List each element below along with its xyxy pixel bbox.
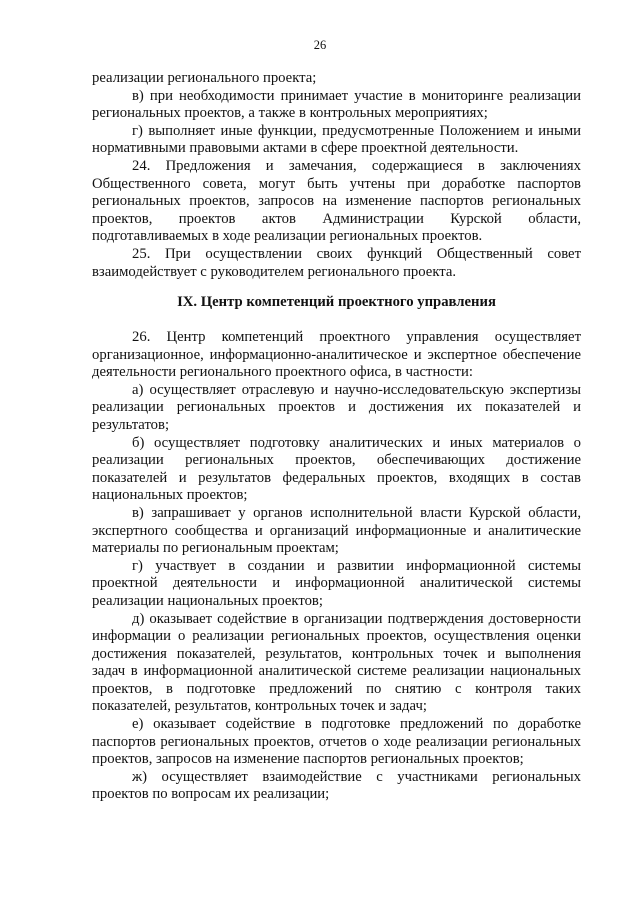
paragraph-item-a: а) осуществляет отраслевую и научно-исследовательскую экспертизы реализации региональных проектов и достижения их показателей и результатов;	[92, 381, 581, 433]
section-heading: IX. Центр компетенций проектного управления	[177, 294, 496, 310]
page-number: 26	[313, 38, 327, 52]
paragraph-24: 24. Предложения и замечания, содержащиеся в заключениях Общественного совета, могут быть учтены при доработке паспортов региональных проектов, запросов на изменение паспортов региональных проектов, проектов актов Администрации Курской области, подготавливаемых в ходе реализации региональных проектов.	[92, 157, 581, 245]
paragraph-26: 26. Центр компетенций проектного управления осуществляет организационное, информационно-аналитическое и экспертное обеспечение деятельности регионального проектного офиса, в частности:	[92, 329, 581, 381]
top-text-block	[92, 70, 581, 281]
paragraph-item-e: е) оказывает содействие в подготовке предложений по доработке паспортов региональных проектов, отчетов о ходе реализации региональных проектов, запросов на изменение паспортов региональных проектов;	[92, 716, 581, 768]
paragraph-item-v: в) при необходимости принимает участие в мониторинге реализации региональных проектов, а также в контрольных мероприятиях;	[92, 87, 581, 122]
section-text-block	[92, 329, 581, 804]
paragraph-item-b: б) осуществляет подготовку аналитических и иных материалов о реализации региональных проектов, обеспечивающих достижение показателей и результатов федеральных проектов, входящих в состав национальных проектов;	[92, 434, 581, 504]
paragraph-continuation: реализации регионального проекта;	[92, 70, 317, 86]
paragraph-25: 25. При осуществлении своих функций Общественный совет взаимодействует с руководителем регионального проекта.	[92, 245, 581, 280]
paragraph-item-v: в) запрашивает у органов исполнительной власти Курской области, экспертного сообщества и организаций информационные и аналитические материалы по региональным проектам;	[92, 504, 581, 557]
paragraph-item-d: д) оказывает содействие в организации подтверждения достоверности информации о реализации региональных проектов, осуществления оценки достижения показателей, результатов, контрольных точек и выполнения задач в информационной аналитической системе реализации национальных проектов, в подготовке предложений по снятию с контроля таких показателей, результатов, контрольных точек и задач;	[92, 610, 581, 715]
paragraph-item-zh: ж) осуществляет взаимодействие с участниками региональных проектов по вопросам их реализации;	[92, 768, 581, 803]
paragraph-item-g: г) выполняет иные функции, предусмотренные Положением и иными нормативными правовыми актами в сфере проектной деятельности.	[92, 122, 581, 157]
paragraph-item-g: г) участвует в создании и развитии информационной системы проектной деятельности и информационной аналитической системы реализации национальных проектов;	[92, 557, 581, 609]
